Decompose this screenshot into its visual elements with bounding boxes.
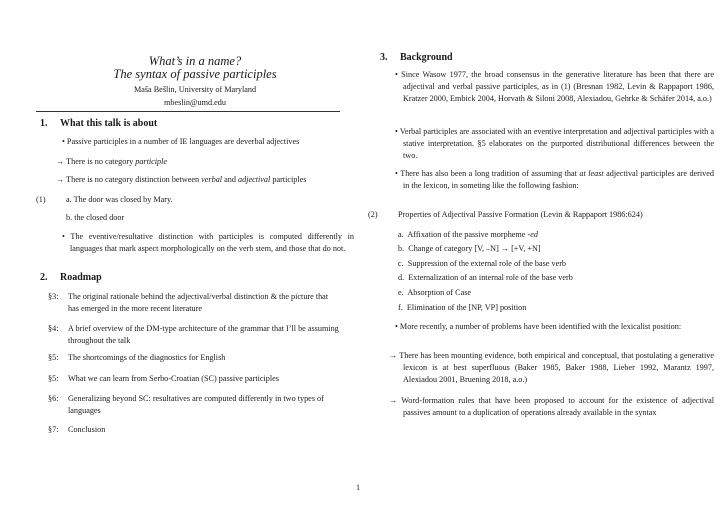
example-1b: b. the closed door — [66, 213, 125, 222]
property-item: c. Suppression of the external role of the base verb — [398, 259, 567, 268]
author: Maša Bešlin, University of Maryland — [133, 85, 257, 94]
property-item: e. Absorption of Case — [398, 288, 472, 297]
section-3-heading — [380, 52, 453, 63]
example-2-title: Properties of Adjectival Passive Formation (Levin & Rappaport 1986:624) — [398, 210, 643, 219]
section-number: 1. — [40, 118, 48, 129]
section-title: Roadmap — [60, 272, 102, 283]
bullet-deverbal: • Passive participles in a number of IE languages are deverbal adjectives — [62, 137, 300, 146]
property-item: a. Affixation of the passive morpheme -ed — [398, 230, 538, 239]
example-1a: a. The door was closed by Mary. — [66, 195, 173, 204]
bullet-verbal-eventive: • Verbal participles are associated with an eventive interpretation and adjectival participles with a stative interpretation. §5 elaborates on the purported distributional differences between the two. — [395, 127, 715, 160]
header-rule — [36, 111, 340, 112]
section-title: What this talk is about — [60, 118, 158, 129]
section-title: Background — [400, 52, 453, 63]
page-number: 1 — [356, 483, 361, 492]
example-1-number: (1) — [36, 195, 46, 204]
title-line-2: The syntax of passive participles — [113, 67, 277, 81]
bullet-recently: • More recently, a number of problems have been identified with the lexicalist position: — [395, 322, 682, 331]
bullet-lexicon: • There has also been a long tradition of assuming that at least adjectival participles are derived in the lexicon, in someting like the following fashion: — [395, 169, 714, 190]
title-line-1: What’s in a name? — [148, 54, 242, 68]
section-number: 2. — [40, 272, 48, 283]
email: mbeslin@umd.edu — [164, 98, 226, 107]
bullet-wasow: • Since Wasow 1977, the broad consensus in the generative literature has been that there are adjectival and verbal passive participles, as in (1) (Bresnan 1982, Levin & Rappaport 1986, Kratzer 2000, Embick 2004, Horvath & Siloni 2008, Alexiadou, Gehrke & Schäfer 2014, a.o.) — [395, 70, 714, 103]
section-number: 3. — [380, 52, 388, 63]
bullet-eventive: • The eventive/resultative distinction with participles is computed differently in languages that mark aspect morphologically on the verb stem, and those that do not. — [62, 232, 354, 253]
property-item: f. Elimination of the [NP, VP] position — [398, 303, 527, 312]
example-2-number: (2) — [368, 210, 378, 219]
section-1-heading — [40, 118, 157, 129]
arrow-no-distinction: → There is no category distinction between verbal and adjectival participles — [56, 175, 307, 184]
property-item: b. Change of category [V, –N] → [+V, +N] — [398, 244, 541, 253]
section-2-heading — [40, 272, 102, 283]
property-item: d. Externalization of an internal role of the base verb — [398, 273, 573, 282]
arrow-word-formation: → Word-formation rules that have been proposed to account for the existence of adjectival passives amount to a duplication of operations already available in the syntax — [389, 396, 714, 417]
arrow-evidence: → There has been mounting evidence, both empirical and conceptual, that postulating a generative lexicon is at best superfluous (Baker 1985, Baker 1988, Lieber 1992, Marantz 1997, Alexiadou 2001, Bruening 2018, a.o.) — [389, 351, 714, 384]
arrow-no-participle: → There is no category participle — [56, 157, 168, 166]
